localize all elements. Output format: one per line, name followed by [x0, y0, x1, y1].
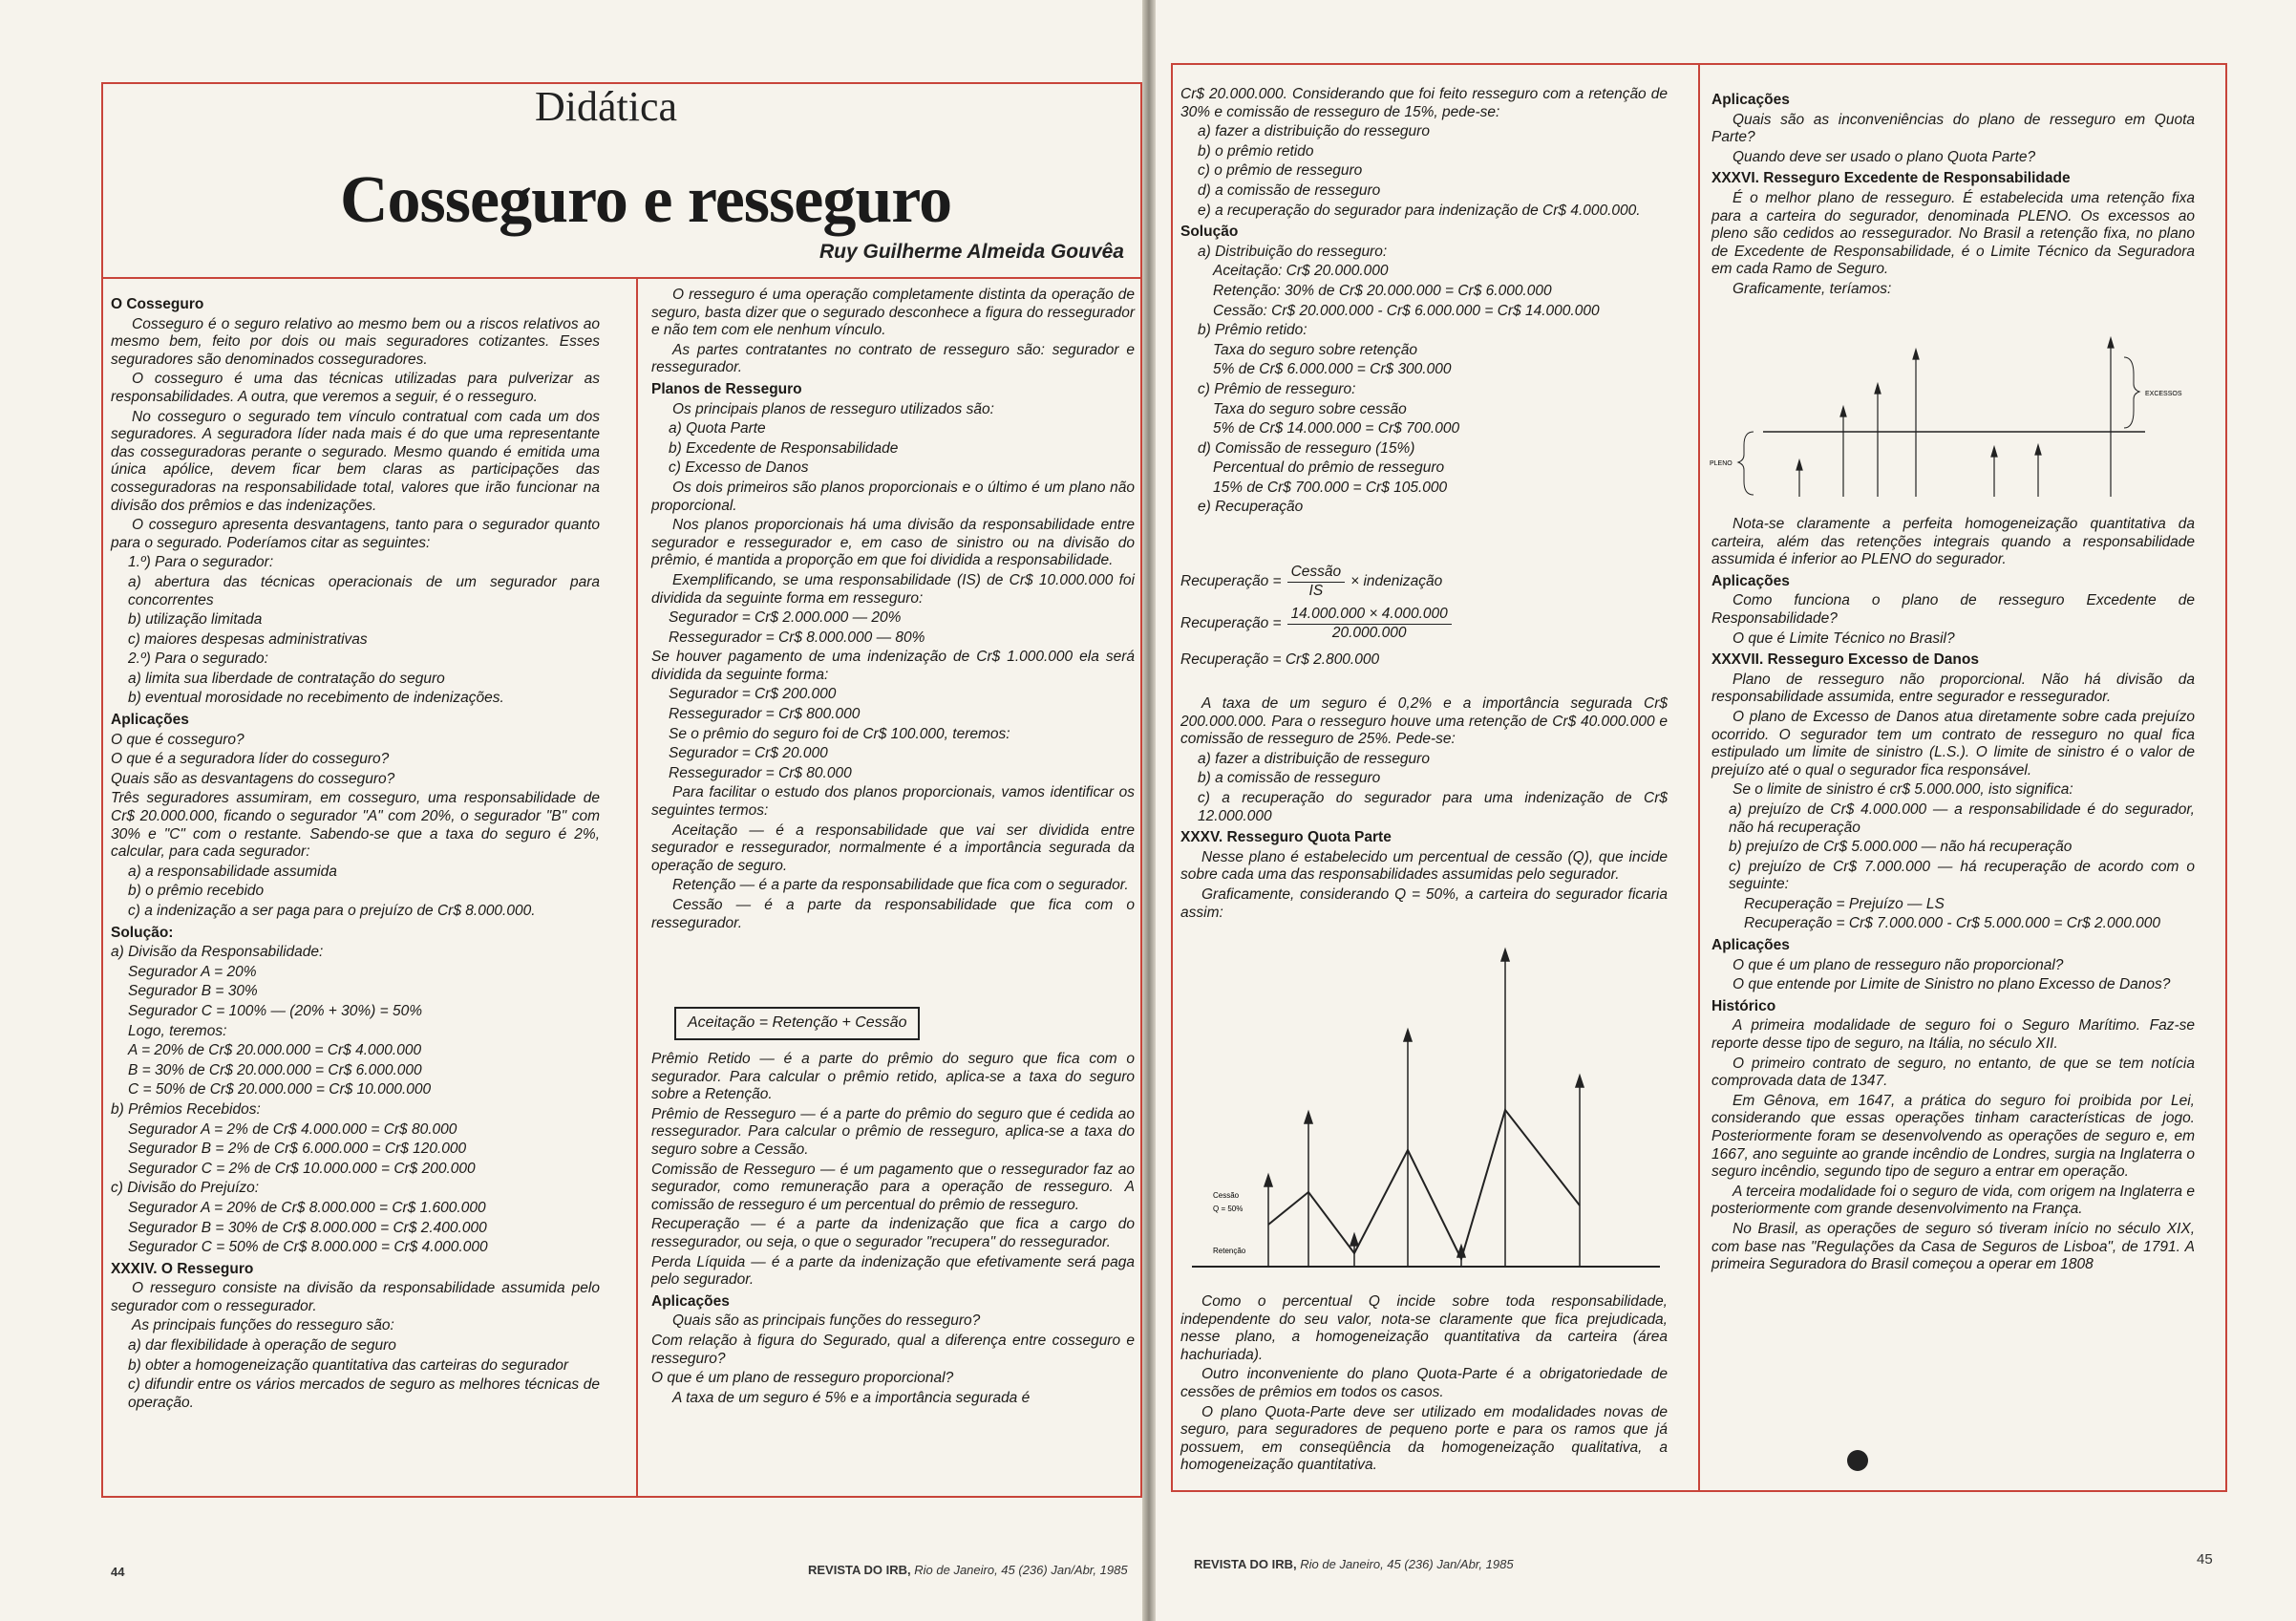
paragraph: Retenção — é a parte da responsabilidade que fica com o segurador. — [672, 877, 1129, 894]
paragraph: Se o prêmio do seguro foi de Cr$ 100.000, teremos: — [669, 725, 1010, 742]
section-kicker: Didática — [535, 83, 678, 130]
paragraph: Exemplificando, se uma responsabilidade (IS) de Cr$ 10.000.000 foi dividida da seguinte forma em resseguro: — [651, 571, 1135, 607]
excedente-chart — [1710, 336, 2202, 508]
section-heading: Solução — [1180, 224, 1239, 241]
paragraph: Segurador = Cr$ 200.000 — [669, 686, 837, 703]
paragraph: No Brasil, as operações de seguro só tiveram início no século XIX, com base nas "Regulações da Casa de Seguros de Lisboa", de 1791. A primeira Seguradora do Brasil começou a operar em 1808 — [1711, 1220, 2195, 1273]
recovery-formula — [1180, 564, 1677, 670]
section-heading: Histórico — [1711, 997, 1776, 1014]
paragraph: Aceitação — é a responsabilidade que vai ser dividida entre segurador e ressegurador, normalmente é a importância segurada da operação de seguro. — [651, 821, 1135, 874]
left-page-number: 44 — [111, 1565, 125, 1579]
fraction-multiplier: × indenização — [1350, 572, 1443, 589]
paragraph: b) a comissão de resseguro — [1198, 770, 1381, 787]
section-heading: XXXIV. O Resseguro — [111, 1260, 254, 1277]
paragraph: Logo, teremos: — [128, 1022, 227, 1039]
section-heading: Aplicações — [1711, 92, 1790, 108]
paragraph: Ressegurador = Cr$ 800.000 — [669, 706, 861, 723]
right-column-1-end — [1180, 1293, 1668, 1477]
paragraph: Perda Líquida — é a parte da indenização que efetivamente será paga pelo segurador. — [651, 1253, 1135, 1289]
paragraph: O resseguro consiste na divisão da responsabilidade assumida pelo segurador com o ressegurador. — [111, 1280, 600, 1314]
header-divider — [101, 277, 1142, 279]
paragraph: Nos planos proporcionais há uma divisão da responsabilidade entre segurador e ressegurador e, em caso de sinistro ou na divisão do prêmio, é mantida a proporção em que foi dividida a responsabilidade. — [651, 517, 1135, 569]
section-heading: Aplicações — [1711, 937, 1790, 954]
right-column-divider — [1698, 63, 1700, 1492]
paragraph: A taxa de um seguro é 5% e a importância segurada é — [672, 1389, 1031, 1406]
paragraph: b) o prêmio recebido — [128, 883, 265, 900]
section-heading: O Cosseguro — [111, 296, 204, 312]
journal-name-right: REVISTA DO IRB, — [1194, 1557, 1297, 1571]
paragraph: Retenção: 30% de Cr$ 20.000.000 = Cr$ 6.000.000 — [1213, 282, 1552, 299]
paragraph: c) prejuízo de Cr$ 7.000.000 — há recuperação de acordo com o seguinte: — [1729, 858, 2195, 893]
right-column-2 — [1711, 88, 2195, 301]
paragraph: c) Excesso de Danos — [669, 459, 809, 477]
paragraph: b) obter a homogeneização quantitativa das carteiras do segurador — [128, 1356, 568, 1374]
fraction-numerator-1: Cessão — [1287, 564, 1346, 583]
recovery-result: Recuperação = Cr$ 2.800.000 — [1180, 651, 1380, 669]
paragraph: d) a comissão de resseguro — [1198, 181, 1381, 199]
paragraph: Segurador A = 20% — [128, 963, 257, 980]
paragraph: c) Prêmio de resseguro: — [1198, 380, 1356, 397]
page-gutter — [1142, 0, 1156, 1621]
paragraph: a) dar flexibilidade à operação de seguro — [128, 1337, 396, 1354]
paragraph: O plano de Excesso de Danos atua diretamente sobre cada prejuízo ocorrido. O segurador tem um contrato de resseguro no qual fica estipulado um limite de sinistro (L.S.). O limite de sinistro é o valor de prejuízo até o qual o segurador fica responsável. — [1711, 708, 2195, 779]
paragraph: Prêmio de Resseguro — é a parte do prêmio do seguro que é cedida ao ressegurador. Para calcular o prêmio de resseguro, aplica-se a taxa do seguro sobre a Cessão. — [651, 1105, 1135, 1158]
formula-block — [651, 993, 1135, 1052]
left-column-2 — [651, 287, 1135, 934]
left-column-1 — [111, 292, 600, 1414]
paragraph: b) Prêmio retido: — [1198, 322, 1307, 339]
article-title: Cosseguro e resseguro — [340, 163, 952, 237]
paragraph: c) a recuperação do segurador para uma indenização de Cr$ 12.000.000 — [1198, 789, 1668, 824]
fraction-denominator-2: 20.000.000 — [1331, 624, 1407, 641]
paragraph: Taxa do seguro sobre cessão — [1213, 400, 1407, 417]
paragraph: É o melhor plano de resseguro. É estabelecida uma retenção fixa para a carteira do segurador, denominada PLENO. Os excessos ao pleno são cedidos ao ressegurador. No Brasil a retenção fixa, no plano de Excedente de Responsabilidade, é o Limite Técnico da Seguradora em cada Ramo de Seguro. — [1711, 189, 2195, 278]
paragraph: Segurador A = 2% de Cr$ 4.000.000 = Cr$ 80.000 — [128, 1120, 457, 1138]
article-author: Ruy Guilherme Almeida Gouvêa — [819, 241, 1124, 263]
pleno-brace — [1738, 432, 1754, 495]
paragraph: b) prejuízo de Cr$ 5.000.000 — não há recuperação — [1729, 839, 2073, 856]
paragraph: O que é a seguradora líder do cosseguro? — [111, 751, 390, 768]
paragraph: d) Comissão de resseguro (15%) — [1198, 439, 1415, 457]
paragraph: a) fazer a distribuição do resseguro — [1198, 123, 1430, 140]
paragraph: Quais são as inconveniências do plano de resseguro em Quota Parte? — [1711, 111, 2195, 146]
retention-line — [1268, 1110, 1580, 1259]
journal-name: REVISTA DO IRB, — [808, 1563, 911, 1577]
paragraph: Os dois primeiros são planos proporcionais e o último é um plano não proporcional. — [651, 479, 1135, 514]
paragraph: Prêmio Retido — é a parte do prêmio do seguro que fica com o segurador. Para calcular o prêmio retido, aplica-se a taxa do seguro sobre a Retenção. — [651, 1051, 1135, 1103]
paragraph: b) eventual morosidade no recebimento de indenizações. — [128, 690, 504, 707]
paragraph: 5% de Cr$ 14.000.000 = Cr$ 700.000 — [1213, 420, 1460, 437]
paragraph: Segurador B = 30% — [128, 983, 258, 1000]
section-heading: Aplicações — [1711, 572, 1790, 589]
paragraph: A terceira modalidade foi o seguro de vida, com origem na Inglaterra e posteriormente com grande desenvolvimento na França. — [1711, 1183, 2195, 1218]
paragraph: C = 50% de Cr$ 20.000.000 = Cr$ 10.000.000 — [128, 1081, 432, 1098]
paragraph: A taxa de um seguro é 0,2% e a importância segurada Cr$ 200.000.000. Para o resseguro houve uma retenção de Cr$ 40.000.000 e comissão de resseguro de 25%. Pede-se: — [1180, 695, 1668, 748]
paragraph: As partes contratantes no contrato de resseguro são: segurador e ressegurador. — [651, 341, 1135, 376]
paragraph: O que é Limite Técnico no Brasil? — [1733, 629, 1955, 647]
recovery-label-1: Recuperação = — [1180, 572, 1282, 589]
section-heading: Aplicações — [111, 712, 189, 729]
label-q: Q = 50% — [1213, 1205, 1244, 1213]
paragraph: Recuperação = Prejuízo — LS — [1744, 895, 1945, 912]
paragraph: O resseguro é uma operação completamente distinta da operação de seguro, basta dizer que o segurado desconhece a figura do ressegurador e não tem com ele nenhum vínculo. — [651, 287, 1135, 339]
section-heading: XXXV. Resseguro Quota Parte — [1180, 829, 1392, 846]
paragraph: O que é um plano de resseguro não proporcional? — [1733, 956, 2064, 973]
paragraph: b) Excedente de Responsabilidade — [669, 439, 899, 457]
paragraph: e) a recuperação do segurador para indenização de Cr$ 4.000.000. — [1198, 202, 1641, 219]
paragraph: Outro inconveniente do plano Quota-Parte é a obrigatoriedade de cessões de prêmios em todos os casos. — [1180, 1366, 1668, 1400]
journal-issue-right: Rio de Janeiro, 45 (236) Jan/Abr, 1985 — [1300, 1557, 1514, 1571]
paragraph: Taxa do seguro sobre retenção — [1213, 341, 1417, 358]
paragraph: Nesse plano é estabelecido um percentual de cessão (Q), que incide sobre cada uma das responsabilidades assumidas pelo segurador. — [1180, 848, 1668, 884]
paragraph: 15% de Cr$ 700.000 = Cr$ 105.000 — [1213, 479, 1448, 496]
paragraph: c) Divisão do Prejuízo: — [111, 1180, 260, 1197]
paragraph: Percentual do prêmio de resseguro — [1213, 459, 1445, 477]
paragraph: b) Prêmios Recebidos: — [111, 1100, 261, 1118]
column-divider — [636, 277, 638, 1498]
paragraph: O cosseguro apresenta desvantagens, tanto para o segurador quanto para o segurado. Poderíamos citar as seguintes: — [111, 517, 600, 551]
paragraph: Se o limite de sinistro é cr$ 5.000.000, isto significa: — [1733, 781, 2073, 799]
paragraph: c) a indenização a ser paga para o prejuízo de Cr$ 8.000.000. — [128, 903, 536, 919]
paragraph: e) Recuperação — [1198, 499, 1304, 516]
right-column-1-quota — [1180, 695, 1668, 924]
paragraph: Quais são as desvantagens do cosseguro? — [111, 770, 395, 787]
excessos-brace — [2124, 357, 2139, 428]
left-footer — [808, 1563, 1128, 1577]
paragraph: O cosseguro é uma das técnicas utilizadas para pulverizar as responsabilidades. A outra, que veremos a seguir, é o resseguro. — [111, 371, 600, 405]
fraction-denominator-1: IS — [1308, 582, 1324, 599]
right-column-2-continued — [1711, 516, 2195, 1276]
paragraph: B = 30% de Cr$ 20.000.000 = Cr$ 6.000.000 — [128, 1061, 422, 1078]
paragraph: Recuperação — é a parte da indenização que fica a cargo do ressegurador, ou seja, o que o segurador "recupera" do ressegurador. — [651, 1216, 1135, 1250]
section-heading: Aplicações — [651, 1292, 730, 1310]
paragraph: Cessão — é a parte da responsabilidade que fica com o ressegurador. — [651, 897, 1135, 931]
paragraph: c) o prêmio de resseguro — [1198, 162, 1363, 180]
paragraph: a) Distribuição do resseguro: — [1198, 243, 1388, 260]
chart-arrows — [1265, 949, 1584, 1267]
paragraph: Se houver pagamento de uma indenização de Cr$ 1.000.000 ela será dividida da seguinte forma: — [651, 649, 1135, 683]
end-mark-icon — [1847, 1450, 1868, 1471]
paragraph: Como funciona o plano de resseguro Excedente de Responsabilidade? — [1711, 592, 2195, 627]
paragraph: a) fazer a distribuição de resseguro — [1198, 750, 1430, 767]
section-heading: Solução: — [111, 924, 174, 941]
paragraph: b) utilização limitada — [128, 611, 263, 629]
left-column-2-continued — [651, 1051, 1135, 1409]
paragraph: O primeiro contrato de seguro, no entanto, de que se tem notícia comprovada data de 1347. — [1711, 1055, 2195, 1090]
paragraph: Recuperação = Cr$ 7.000.000 - Cr$ 5.000.000 = Cr$ 2.000.000 — [1744, 915, 2161, 932]
paragraph: Segurador C = 50% de Cr$ 8.000.000 = Cr$ 4.000.000 — [128, 1239, 488, 1256]
section-heading: XXXVII. Resseguro Excesso de Danos — [1711, 651, 1979, 669]
paragraph: Em Gênova, em 1647, a prática do seguro foi proibida por Lei, considerando que essas operações tinham características de jogo. Posteriormente foram se desenvolvendo as operações de seguro e, em 1667, ano seguinte ao grande incêndio de Londres, surgia na Inglaterra o seguro incêndio, segundo tipo de seguro a entrar em operação. — [1711, 1092, 2195, 1181]
paragraph: O plano Quota-Parte deve ser utilizado em modalidades novas de seguro, para seguradores de pequeno porte e para os ramos que já possuem, em conseqüência da homogeneização qualitativa, a homogeneização quantitativa. — [1180, 1403, 1668, 1474]
fraction-numerator-2: 14.000.000 × 4.000.000 — [1287, 606, 1452, 625]
paragraph: O que é um plano de resseguro proporcional? — [651, 1370, 954, 1387]
paragraph: Cessão: Cr$ 20.000.000 - Cr$ 6.000.000 = Cr$ 14.000.000 — [1213, 302, 1600, 319]
section-heading: XXXVI. Resseguro Excedente de Responsabilidade — [1711, 170, 2071, 187]
paragraph: Quando deve ser usado o plano Quota Parte? — [1733, 148, 2036, 165]
paragraph: b) o prêmio retido — [1198, 142, 1314, 160]
paragraph: O que entende por Limite de Sinistro no plano Excesso de Danos? — [1733, 976, 2171, 993]
paragraph: Segurador = Cr$ 2.000.000 — 20% — [669, 609, 902, 627]
right-column-1 — [1180, 86, 1668, 519]
paragraph: 2.º) Para o segurado: — [128, 651, 268, 668]
label-excessos: EXCESSOS — [2145, 391, 2182, 397]
paragraph: Três seguradores assumiram, em cosseguro, uma responsabilidade de Cr$ 20.000.000, ficando o segurador "A" com 20%, o segurador "B" com 30% e "C" com o restante. Sabendo-se que a taxa do seguro é 2%, calcular, para cada segurador: — [111, 790, 600, 861]
paragraph: Cr$ 20.000.000. Considerando que foi feito resseguro com a retenção de 30% e comissão de resseguro de 15%, pede-se: — [1180, 86, 1668, 120]
paragraph: c) maiores despesas administrativas — [128, 630, 368, 648]
journal-issue: Rio de Janeiro, 45 (236) Jan/Abr, 1985 — [914, 1563, 1128, 1577]
paragraph: Segurador = Cr$ 20.000 — [669, 745, 828, 762]
paragraph: Ressegurador = Cr$ 80.000 — [669, 764, 852, 781]
paragraph: Segurador C = 2% de Cr$ 10.000.000 = Cr$ 200.000 — [128, 1160, 476, 1177]
paragraph: Plano de resseguro não proporcional. Não há divisão da responsabilidade assumida, entre segurador e ressegurador. — [1711, 671, 2195, 706]
label-cessao: Cessão — [1213, 1191, 1240, 1200]
paragraph: a) abertura das técnicas operacionais de um segurador para concorrentes — [128, 573, 600, 608]
paragraph: O que é cosseguro? — [111, 731, 244, 748]
paragraph: a) Quota Parte — [669, 420, 766, 437]
paragraph: 1.º) Para o segurador: — [128, 554, 274, 571]
paragraph: Graficamente, teríamos: — [1733, 280, 1892, 297]
paragraph: Cosseguro é o seguro relativo ao mesmo bem ou a riscos relativos ao mesmo bem, feito por dois ou mais seguradores cotizantes. Esses seguradores são denominados cosseguradores. — [111, 315, 600, 368]
paragraph: a) prejuízo de Cr$ 4.000.000 — a responsabilidade é do segurador, não há recuperação — [1729, 800, 2195, 836]
paragraph: Comissão de Resseguro — é um pagamento que o ressegurador faz ao segurador, como remuneração para a operação de resseguro. A comissão de resseguro é um percentual do prêmio de resseguro. — [651, 1161, 1135, 1213]
paragraph: As principais funções do resseguro são: — [132, 1317, 394, 1334]
paragraph: Com relação à figura do Segurado, qual a diferença entre cosseguro e resseguro? — [651, 1332, 1135, 1367]
paragraph: a) a responsabilidade assumida — [128, 863, 337, 880]
paragraph: c) difundir entre os vários mercados de seguro as melhores técnicas de operação. — [128, 1376, 600, 1411]
paragraph: Os principais planos de resseguro utilizados são: — [672, 400, 994, 417]
right-footer — [1194, 1557, 1514, 1571]
section-heading: Planos de Resseguro — [651, 380, 802, 397]
quota-parte-chart — [1192, 948, 1679, 1282]
paragraph: 5% de Cr$ 6.000.000 = Cr$ 300.000 — [1213, 361, 1452, 378]
recovery-label-2: Recuperação = — [1180, 614, 1282, 631]
paragraph: Segurador A = 20% de Cr$ 8.000.000 = Cr$ 1.600.000 — [128, 1199, 486, 1216]
paragraph: Graficamente, considerando Q = 50%, a carteira do segurador ficaria assim: — [1180, 885, 1668, 921]
paragraph: Nota-se claramente a perfeita homogeneização quantitativa da carteira, além das retenções integrais quando a responsabilidade assumida é inferior ao PLENO do segurador. — [1711, 516, 2195, 568]
paragraph: Segurador C = 100% — (20% + 30%) = 50% — [128, 1002, 423, 1019]
paragraph: Como o percentual Q incide sobre toda responsabilidade, independente do seu valor, nota-se claramente que fica prejudicada, nesse plano, a homogeneização quantitativa da carteira (área hachuriada). — [1180, 1293, 1668, 1363]
paragraph: Segurador B = 2% de Cr$ 6.000.000 = Cr$ 120.000 — [128, 1141, 467, 1158]
excedente-arrows — [1796, 338, 2114, 497]
paragraph: Quais são as principais funções do resseguro? — [672, 1312, 981, 1330]
paragraph: A primeira modalidade de seguro foi o Seguro Marítimo. Faz-se reporte desse tipo de seguro, na Itália, no século XII. — [1711, 1017, 2195, 1053]
paragraph: Aceitação: Cr$ 20.000.000 — [1213, 263, 1389, 280]
label-pleno: PLENO — [1710, 460, 1733, 467]
paragraph: a) Divisão da Responsabilidade: — [111, 944, 324, 961]
paragraph: A = 20% de Cr$ 20.000.000 = Cr$ 4.000.000 — [128, 1042, 422, 1059]
paragraph: a) limita sua liberdade de contratação do seguro — [128, 670, 445, 687]
acceptance-formula: Aceitação = Retenção + Cessão — [674, 1007, 920, 1040]
paragraph: Para facilitar o estudo dos planos proporcionais, vamos identificar os seguintes termos: — [651, 784, 1135, 820]
label-retencao: Retenção — [1213, 1247, 1246, 1255]
right-page-number: 45 — [2197, 1551, 2213, 1568]
paragraph: Ressegurador = Cr$ 8.000.000 — 80% — [669, 629, 925, 646]
paragraph: No cosseguro o segurado tem vínculo contratual com cada um dos seguradores. A seguradora líder nada mais é do que uma representante das cosseguradoras perante o segurado. Mesmo quando é emitida uma única apólice, devem ficar bem claras as participações das cosseguradoras na responsabilidade total, valores que irão funcionar na divisão dos prêmios e das indenizações. — [111, 408, 600, 514]
paragraph: Segurador B = 30% de Cr$ 8.000.000 = Cr$ 2.400.000 — [128, 1219, 487, 1236]
